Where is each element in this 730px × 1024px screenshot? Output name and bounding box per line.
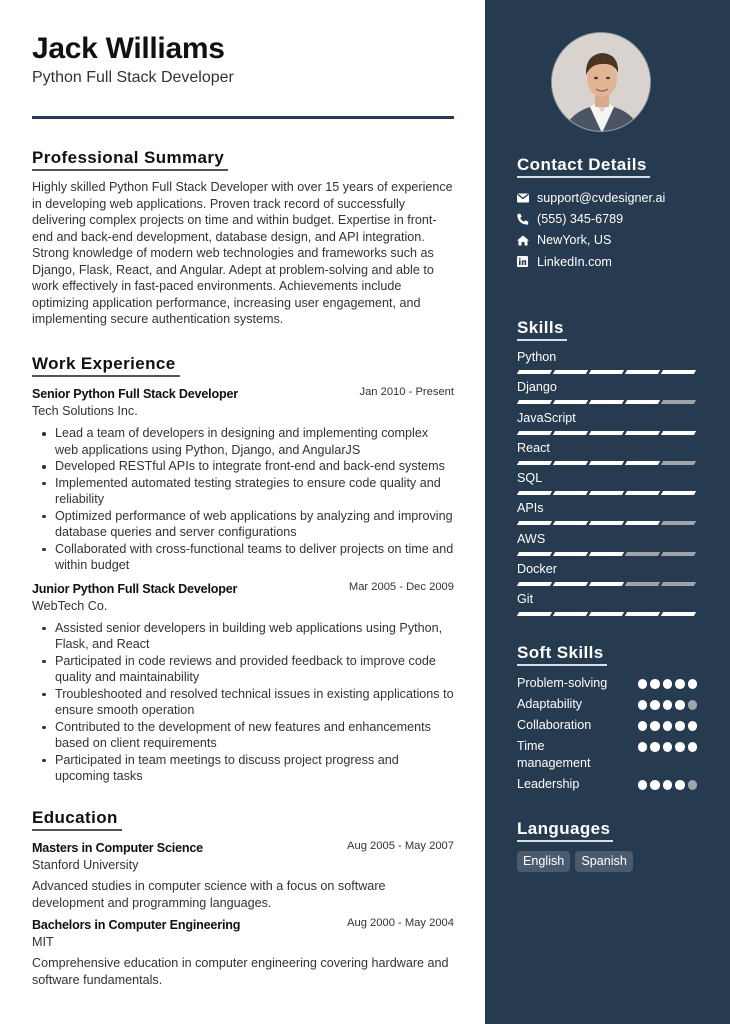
job-bullet: Lead a team of developers in designing and implementing complex web applications using Python, Django, and AngularJS	[42, 425, 454, 458]
job-bullet: Assisted senior developers in building web applications using Python, Flask, and React	[42, 620, 454, 653]
skill-level-bar	[517, 461, 697, 465]
skill-level-bar	[517, 521, 697, 525]
job-bullet: Participated in team meetings to discuss project progress and upcoming tasks	[42, 752, 454, 785]
job-bullet: Developed RESTful APIs to integrate front-end and back-end systems	[42, 458, 454, 475]
rating-dot-filled	[663, 742, 673, 752]
skill-segment-filled	[553, 582, 588, 586]
skill-segment-filled	[553, 552, 588, 556]
rating-dot-filled	[663, 721, 673, 731]
job-bullet: Participated in code reviews and provided feedback to improve code quality and maintainability	[42, 653, 454, 686]
skill-segment-filled	[589, 491, 624, 495]
skill-item	[517, 561, 697, 591]
education-dates: Aug 2000 - May 2004	[347, 917, 454, 929]
skill-segment-filled	[517, 612, 552, 616]
phone-icon	[517, 213, 537, 225]
skill-segment-filled	[625, 461, 660, 465]
skills-heading: Skills	[517, 317, 567, 341]
skill-item	[517, 349, 697, 379]
skill-level-bar	[517, 370, 697, 374]
rating-dot-filled	[638, 721, 648, 731]
skill-name: SQL	[517, 471, 543, 486]
rating-dot-filled	[688, 742, 698, 752]
skill-segment-filled	[517, 552, 552, 556]
job-dates: Mar 2005 - Dec 2009	[348, 580, 454, 593]
languages-heading: Languages	[517, 818, 613, 842]
linkedin-icon	[517, 256, 537, 267]
skill-segment-filled	[625, 400, 660, 404]
soft-skill-name: Collaboration	[517, 718, 592, 732]
contact-location	[517, 230, 697, 251]
skill-segment-empty	[661, 582, 696, 586]
skill-segment-filled	[625, 612, 660, 616]
skills-list	[517, 349, 697, 622]
skill-item	[517, 410, 697, 440]
email-text: support@cvdesigner.ai	[537, 190, 666, 205]
skill-segment-empty	[661, 400, 696, 404]
skill-segment-filled	[589, 552, 624, 556]
skill-segment-filled	[517, 400, 552, 404]
job-title: Junior Python Full Stack Developer	[32, 581, 238, 596]
skill-item	[517, 470, 697, 500]
skill-level-bar	[517, 582, 697, 586]
job-bullets	[32, 425, 454, 574]
contact-linkedin[interactable]	[517, 251, 697, 272]
skill-level-bar	[517, 612, 697, 616]
skill-segment-filled	[553, 370, 588, 374]
soft-skill-rating	[638, 717, 698, 731]
rating-dot-filled	[638, 679, 648, 689]
sidebar	[485, 0, 730, 1024]
contact-email[interactable]	[517, 187, 697, 208]
skill-segment-filled	[517, 521, 552, 525]
skill-segment-empty	[625, 552, 660, 556]
rating-dot-filled	[688, 679, 698, 689]
header-divider	[32, 116, 454, 119]
rating-dot-filled	[638, 742, 648, 752]
linkedin-text: LinkedIn.com	[537, 254, 612, 269]
job-company: Tech Solutions Inc.	[32, 404, 138, 418]
rating-dot-filled	[688, 721, 698, 731]
soft-skill-name: Time management	[517, 739, 591, 770]
skill-name: Docker	[517, 562, 557, 577]
language-chip: Spanish	[575, 851, 633, 872]
job-bullet: Troubleshooted and resolved technical issues in existing applications to ensure smooth operation	[42, 686, 454, 719]
skill-name: React	[517, 440, 550, 455]
skill-segment-filled	[553, 461, 588, 465]
soft-skill-name: Problem-solving	[517, 676, 608, 690]
skill-name: JavaScript	[517, 410, 576, 425]
soft-skill-item	[517, 696, 697, 713]
phone-text: (555) 345-6789	[537, 211, 624, 226]
contact-section	[517, 154, 697, 272]
degree-title: Bachelors in Computer Engineering	[32, 918, 241, 932]
job-title: Senior Python Full Stack Developer	[32, 387, 238, 401]
skill-segment-filled	[589, 431, 624, 435]
skills-section	[517, 317, 697, 622]
soft-skill-rating	[638, 738, 698, 752]
job-bullet: Collaborated with cross-functional teams to deliver projects on time and within budget	[42, 541, 454, 574]
soft-skill-rating	[638, 696, 698, 710]
skill-segment-filled	[517, 370, 552, 374]
language-chip: English	[517, 851, 570, 872]
soft-skill-item	[517, 776, 697, 793]
skill-name: APIs	[517, 501, 544, 516]
rating-dot-empty	[688, 700, 698, 710]
skill-segment-filled	[553, 431, 588, 435]
education-description: Comprehensive education in computer engineering covering hardware and software fundamentals.	[32, 956, 449, 987]
soft-skills-section	[517, 642, 697, 793]
home-icon	[517, 235, 537, 246]
skill-segment-filled	[625, 370, 660, 374]
languages-list	[517, 851, 697, 872]
skill-segment-filled	[517, 461, 552, 465]
skill-segment-filled	[661, 612, 696, 616]
candidate-title: Python Full Stack Developer	[32, 69, 234, 86]
rating-dot-filled	[638, 700, 648, 710]
skill-item	[517, 440, 697, 470]
skill-segment-empty	[661, 521, 696, 525]
skill-segment-filled	[589, 400, 624, 404]
education-section	[32, 807, 454, 988]
degree-title: Masters in Computer Science	[32, 841, 203, 855]
skill-segment-filled	[625, 431, 660, 435]
soft-skill-rating	[638, 675, 698, 689]
envelope-icon	[517, 193, 537, 203]
job-bullet: Optimized performance of web applications by analyzing and improving database queries and server configurations	[42, 508, 454, 541]
rating-dot-filled	[650, 700, 660, 710]
skill-level-bar	[517, 491, 697, 495]
skill-item	[517, 500, 697, 530]
rating-dot-filled	[663, 700, 673, 710]
skill-segment-empty	[625, 582, 660, 586]
contact-heading: Contact Details	[517, 154, 650, 178]
skill-item	[517, 531, 697, 561]
skill-segment-filled	[625, 491, 660, 495]
candidate-name: Jack Williams	[32, 32, 225, 65]
skill-segment-filled	[661, 431, 696, 435]
skill-segment-filled	[517, 582, 552, 586]
experience-heading: Work Experience	[32, 353, 180, 377]
profile-photo-icon	[552, 33, 651, 132]
skill-segment-filled	[589, 612, 624, 616]
rating-dot-filled	[650, 742, 660, 752]
skill-segment-filled	[625, 521, 660, 525]
skill-segment-filled	[589, 370, 624, 374]
soft-skill-name: Leadership	[517, 777, 580, 791]
contact-phone[interactable]	[517, 208, 697, 229]
rating-dot-filled	[638, 780, 648, 790]
school-name: Stanford University	[32, 858, 139, 872]
job-dates: Jan 2010 - Present	[359, 386, 454, 398]
rating-dot-filled	[675, 700, 685, 710]
rating-dot-filled	[675, 780, 685, 790]
skill-level-bar	[517, 552, 697, 556]
job-entry	[32, 386, 454, 574]
job-bullets	[32, 620, 454, 785]
skill-item	[517, 591, 697, 621]
skill-segment-filled	[661, 491, 696, 495]
skill-segment-filled	[661, 370, 696, 374]
soft-skill-rating	[638, 776, 698, 790]
skill-name: Git	[517, 592, 534, 607]
job-entry	[32, 581, 454, 785]
skill-segment-empty	[661, 552, 696, 556]
skill-segment-filled	[553, 400, 588, 404]
rating-dot-empty	[688, 780, 698, 790]
skill-segment-filled	[553, 491, 588, 495]
skill-item	[517, 379, 697, 409]
location-text: NewYork, US	[537, 233, 612, 248]
skill-segment-filled	[553, 612, 588, 616]
skill-level-bar	[517, 400, 697, 404]
avatar	[551, 32, 651, 132]
skill-name: Django	[517, 380, 557, 395]
school-name: MIT	[32, 935, 54, 949]
summary-section	[32, 147, 454, 328]
skill-segment-filled	[517, 491, 552, 495]
rating-dot-filled	[650, 780, 660, 790]
experience-section	[32, 353, 454, 785]
summary-text: Highly skilled Python Full Stack Developer with over 15 years of experience in developing web applications. Proven track record of successfully delivering complex projects on time and within budget. Expertise in front-end and back-end development, database design, and API integration. Strong knowledge of modern web technologies and frameworks such as Django, Flask, React, and Angular. Adept at problem-solving and able to work effectively in fast-paced environments. Achievements include optimizing application performance, increasing user engagement, and implementing secure authentication systems.	[32, 180, 453, 326]
soft-skill-item	[517, 717, 697, 734]
education-heading: Education	[32, 807, 122, 831]
skill-segment-filled	[589, 521, 624, 525]
rating-dot-filled	[650, 679, 660, 689]
soft-skills-list	[517, 675, 697, 793]
skill-name: AWS	[517, 531, 546, 546]
job-bullet: Contributed to the development of new features and enhancements based on client requirements	[42, 719, 454, 752]
skill-segment-filled	[553, 521, 588, 525]
rating-dot-filled	[675, 742, 685, 752]
rating-dot-filled	[663, 780, 673, 790]
education-dates: Aug 2005 - May 2007	[347, 840, 454, 852]
summary-heading: Professional Summary	[32, 147, 228, 171]
skill-segment-filled	[517, 431, 552, 435]
rating-dot-filled	[675, 721, 685, 731]
skill-segment-filled	[589, 461, 624, 465]
education-entry	[32, 917, 454, 988]
job-company: WebTech Co.	[32, 598, 108, 613]
rating-dot-filled	[663, 679, 673, 689]
skill-level-bar	[517, 431, 697, 435]
rating-dot-filled	[675, 679, 685, 689]
skill-segment-filled	[589, 582, 624, 586]
soft-skills-heading: Soft Skills	[517, 642, 607, 666]
education-entry	[32, 840, 454, 911]
skill-name: Python	[517, 350, 557, 364]
skill-segment-empty	[661, 461, 696, 465]
job-bullet: Implemented automated testing strategies to ensure code quality and reliability	[42, 475, 454, 508]
education-description: Advanced studies in computer science with a focus on software development and programming languages.	[32, 879, 386, 910]
rating-dot-filled	[650, 721, 660, 731]
languages-section	[517, 818, 697, 872]
soft-skill-name: Adaptability	[517, 697, 583, 711]
soft-skill-item	[517, 738, 697, 772]
soft-skill-item	[517, 675, 697, 692]
